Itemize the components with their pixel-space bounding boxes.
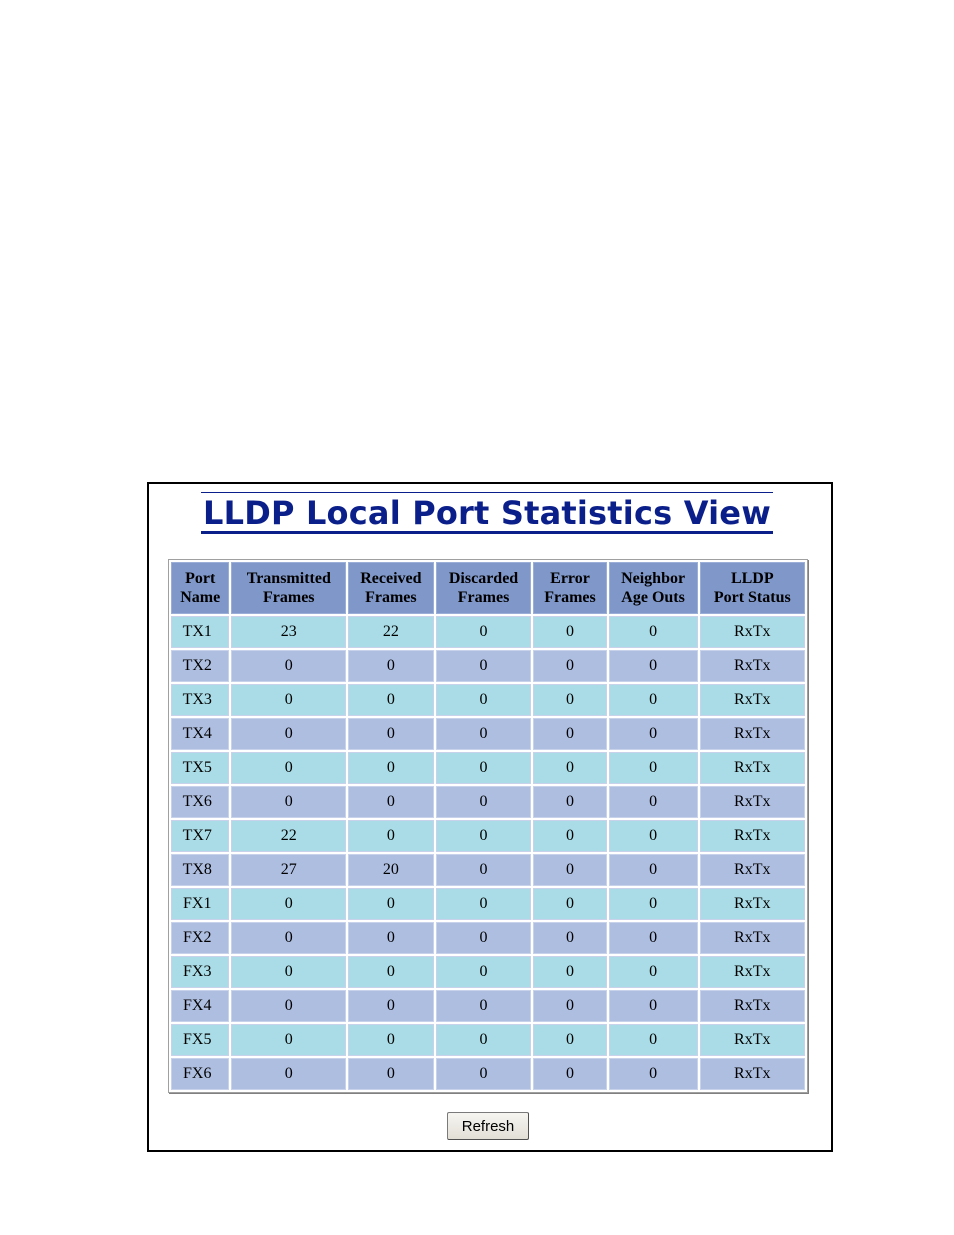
cell-received-frames: 0 [348, 752, 434, 784]
cell-error-frames: 0 [533, 684, 606, 716]
column-header-line: Frames [457, 589, 510, 606]
cell-neighbor-age-outs: 0 [609, 1058, 698, 1090]
cell-discarded-frames: 0 [436, 820, 532, 852]
cell-neighbor-age-outs: 0 [609, 888, 698, 920]
column-header-line: Frames [365, 589, 417, 606]
cell-lldp-port-status: RxTx [700, 718, 805, 750]
cell-neighbor-age-outs: 0 [609, 786, 698, 818]
cell-neighbor-age-outs: 0 [609, 752, 698, 784]
port-statistics-table [168, 559, 808, 1093]
cell-transmitted-frames: 0 [231, 752, 346, 784]
column-header-line: Neighbor [621, 570, 686, 587]
cell-port-name: FX5 [171, 1024, 229, 1056]
refresh-button[interactable]: Refresh [447, 1112, 529, 1140]
cell-neighbor-age-outs: 0 [609, 922, 698, 954]
table-row [171, 956, 805, 988]
page-title: LLDP Local Port Statistics View [203, 494, 771, 532]
cell-error-frames: 0 [533, 990, 606, 1022]
cell-discarded-frames: 0 [436, 650, 532, 682]
cell-lldp-port-status: RxTx [700, 888, 805, 920]
cell-port-name: TX3 [171, 684, 229, 716]
table-row [171, 820, 805, 852]
cell-discarded-frames: 0 [436, 888, 532, 920]
cell-discarded-frames: 0 [436, 718, 532, 750]
column-header-neighbor-age-outs [609, 562, 698, 614]
table-row [171, 752, 805, 784]
cell-received-frames: 22 [348, 616, 434, 648]
cell-discarded-frames: 0 [436, 684, 532, 716]
cell-lldp-port-status: RxTx [700, 650, 805, 682]
cell-error-frames: 0 [533, 1058, 606, 1090]
cell-port-name: FX2 [171, 922, 229, 954]
cell-neighbor-age-outs: 0 [609, 718, 698, 750]
cell-error-frames: 0 [533, 718, 606, 750]
cell-port-name: TX6 [171, 786, 229, 818]
cell-transmitted-frames: 0 [231, 650, 346, 682]
cell-port-name: TX4 [171, 718, 229, 750]
table-body [171, 616, 805, 1090]
column-header-line: Discarded [448, 570, 519, 587]
cell-neighbor-age-outs: 0 [609, 956, 698, 988]
cell-error-frames: 0 [533, 820, 606, 852]
cell-received-frames: 0 [348, 922, 434, 954]
cell-error-frames: 0 [533, 854, 606, 886]
cell-transmitted-frames: 0 [231, 684, 346, 716]
cell-port-name: TX8 [171, 854, 229, 886]
cell-port-name: FX4 [171, 990, 229, 1022]
cell-received-frames: 0 [348, 786, 434, 818]
column-header-discarded-frames [436, 562, 532, 614]
cell-received-frames: 0 [348, 1024, 434, 1056]
cell-discarded-frames: 0 [436, 990, 532, 1022]
page-title-wrap [197, 492, 777, 534]
cell-error-frames: 0 [533, 888, 606, 920]
cell-lldp-port-status: RxTx [700, 922, 805, 954]
column-header-error-frames [533, 562, 606, 614]
cell-neighbor-age-outs: 0 [609, 854, 698, 886]
cell-lldp-port-status: RxTx [700, 854, 805, 886]
cell-error-frames: 0 [533, 752, 606, 784]
cell-received-frames: 0 [348, 1058, 434, 1090]
cell-port-name: TX2 [171, 650, 229, 682]
cell-neighbor-age-outs: 0 [609, 684, 698, 716]
column-header-received-frames [348, 562, 434, 614]
cell-received-frames: 0 [348, 650, 434, 682]
cell-discarded-frames: 0 [436, 752, 532, 784]
cell-port-name: FX1 [171, 888, 229, 920]
cell-error-frames: 0 [533, 786, 606, 818]
cell-neighbor-age-outs: 0 [609, 650, 698, 682]
table-row [171, 718, 805, 750]
cell-transmitted-frames: 0 [231, 956, 346, 988]
column-header-port-name [171, 562, 229, 614]
cell-port-name: TX5 [171, 752, 229, 784]
column-header-line: Error [550, 570, 590, 587]
cell-discarded-frames: 0 [436, 786, 532, 818]
cell-transmitted-frames: 0 [231, 1058, 346, 1090]
cell-discarded-frames: 0 [436, 956, 532, 988]
column-header-line: Name [180, 589, 221, 606]
column-header-line: Frames [263, 589, 315, 606]
column-header-line: Received [360, 570, 422, 587]
cell-port-name: TX1 [171, 616, 229, 648]
cell-error-frames: 0 [533, 616, 606, 648]
statistics-panel [147, 482, 833, 1152]
table-row [171, 684, 805, 716]
table-row [171, 1024, 805, 1056]
cell-lldp-port-status: RxTx [700, 820, 805, 852]
cell-discarded-frames: 0 [436, 922, 532, 954]
table-row [171, 854, 805, 886]
column-header-line: Frames [544, 589, 596, 606]
table-row [171, 650, 805, 682]
cell-neighbor-age-outs: 0 [609, 990, 698, 1022]
cell-error-frames: 0 [533, 956, 606, 988]
cell-port-name: TX7 [171, 820, 229, 852]
cell-lldp-port-status: RxTx [700, 786, 805, 818]
cell-lldp-port-status: RxTx [700, 990, 805, 1022]
cell-transmitted-frames: 0 [231, 786, 346, 818]
cell-received-frames: 0 [348, 956, 434, 988]
cell-received-frames: 20 [348, 854, 434, 886]
table-header-row [171, 562, 805, 614]
table-row [171, 990, 805, 1022]
cell-discarded-frames: 0 [436, 616, 532, 648]
cell-lldp-port-status: RxTx [700, 956, 805, 988]
column-header-line: LLDP [730, 570, 774, 587]
cell-received-frames: 0 [348, 820, 434, 852]
cell-transmitted-frames: 0 [231, 1024, 346, 1056]
cell-transmitted-frames: 0 [231, 922, 346, 954]
column-header-line: Port [185, 570, 216, 587]
table-row [171, 888, 805, 920]
cell-transmitted-frames: 22 [231, 820, 346, 852]
cell-transmitted-frames: 0 [231, 990, 346, 1022]
cell-transmitted-frames: 27 [231, 854, 346, 886]
column-header-line: Age Outs [621, 589, 685, 606]
cell-port-name: FX6 [171, 1058, 229, 1090]
cell-transmitted-frames: 0 [231, 718, 346, 750]
cell-neighbor-age-outs: 0 [609, 1024, 698, 1056]
cell-lldp-port-status: RxTx [700, 1024, 805, 1056]
cell-lldp-port-status: RxTx [700, 1058, 805, 1090]
cell-error-frames: 0 [533, 922, 606, 954]
cell-error-frames: 0 [533, 650, 606, 682]
cell-lldp-port-status: RxTx [700, 752, 805, 784]
cell-error-frames: 0 [533, 1024, 606, 1056]
column-header-line: Port Status [713, 589, 791, 606]
cell-discarded-frames: 0 [436, 854, 532, 886]
cell-discarded-frames: 0 [436, 1058, 532, 1090]
cell-received-frames: 0 [348, 888, 434, 920]
table-row [171, 786, 805, 818]
column-header-transmitted-frames [231, 562, 346, 614]
table-row [171, 616, 805, 648]
cell-port-name: FX3 [171, 956, 229, 988]
cell-neighbor-age-outs: 0 [609, 616, 698, 648]
table-row [171, 922, 805, 954]
cell-transmitted-frames: 0 [231, 888, 346, 920]
cell-lldp-port-status: RxTx [700, 616, 805, 648]
cell-received-frames: 0 [348, 990, 434, 1022]
cell-lldp-port-status: RxTx [700, 684, 805, 716]
column-header-lldp-port-status [700, 562, 805, 614]
column-header-line: Transmitted [246, 570, 331, 587]
cell-received-frames: 0 [348, 684, 434, 716]
cell-transmitted-frames: 23 [231, 616, 346, 648]
cell-neighbor-age-outs: 0 [609, 820, 698, 852]
cell-received-frames: 0 [348, 718, 434, 750]
cell-discarded-frames: 0 [436, 1024, 532, 1056]
table-row [171, 1058, 805, 1090]
